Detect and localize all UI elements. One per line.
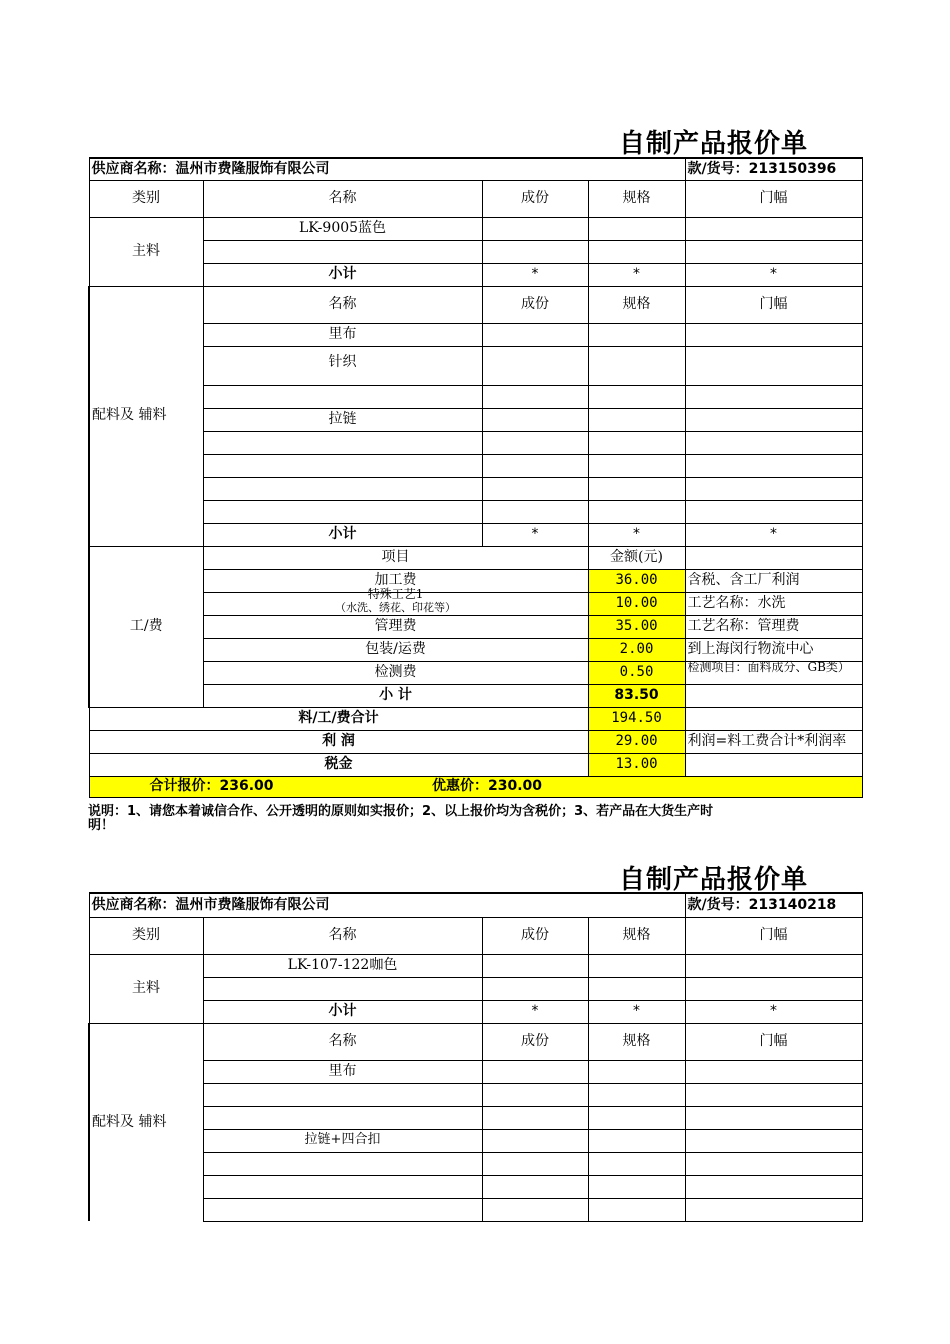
header-name-2[interactable]: 名称 [203, 917, 482, 954]
header-cost-2[interactable]: 成份 [482, 917, 588, 954]
labor-subtotal-label[interactable]: 小 计 [203, 684, 588, 707]
labor-item-4[interactable]: 包装/运费 [203, 638, 588, 661]
labor-subtotal[interactable]: 83.50 [588, 684, 685, 707]
acc-header-width-2[interactable]: 门幅 [685, 1023, 862, 1060]
labor-item-3[interactable]: 管理费 [203, 615, 588, 638]
acc2-item-2[interactable] [203, 1083, 482, 1106]
header-spec-2[interactable]: 规格 [588, 917, 685, 954]
acc-item-1[interactable]: 里布 [203, 323, 482, 346]
labor-amount-5[interactable]: 0.50 [588, 661, 685, 684]
acc-item-8[interactable] [203, 500, 482, 523]
header-cost[interactable]: 成份 [482, 180, 588, 217]
labor-amount-4[interactable]: 2.00 [588, 638, 685, 661]
acc-header-cost[interactable]: 成份 [482, 286, 588, 323]
header-width[interactable]: 门幅 [685, 180, 862, 217]
acc2-item-3[interactable] [203, 1106, 482, 1129]
quote-total[interactable]: 合计报价：236.00 [89, 776, 482, 797]
labor-item-2[interactable]: 特殊工艺1 （水洗、绣花、印花等） [203, 592, 588, 615]
main-item-2-2[interactable] [203, 977, 482, 1000]
acc-item-7[interactable] [203, 477, 482, 500]
total-label[interactable]: 料/工/费合计 [89, 707, 588, 730]
header-width-2[interactable]: 门幅 [685, 917, 862, 954]
discount-price[interactable]: 优惠价：230.00 [482, 776, 862, 797]
quote2-table: 供应商名称：温州市费隆服饰有限公司 款/货号：213140218 类别 名称 成份 规格 门幅 主料 LK-107-122咖色 小计 * * * 配料及 辅料 名称 成份 规格 门幅 里布 拉链+四合扣 [88, 892, 863, 1222]
supplier-cell[interactable]: 供应商名称：温州市费隆服饰有限公司 [89, 158, 588, 180]
labor-note-1[interactable]: 含税、含工厂利润 [685, 569, 862, 592]
acc-header-spec[interactable]: 规格 [588, 286, 685, 323]
header-name[interactable]: 名称 [203, 180, 482, 217]
header-spec[interactable]: 规格 [588, 180, 685, 217]
accessory-label[interactable]: 配料及 辅料 [89, 286, 203, 546]
acc2-item-5[interactable] [203, 1152, 482, 1175]
acc2-item-1[interactable]: 里布 [203, 1060, 482, 1083]
main-subtotal-2[interactable]: 小计 [203, 1000, 482, 1023]
acc-item-6[interactable] [203, 454, 482, 477]
quote2-title: 自制产品报价单 [619, 865, 809, 895]
acc-item-5[interactable] [203, 431, 482, 454]
labor-item-1[interactable]: 加工费 [203, 569, 588, 592]
acc-header-name-2[interactable]: 名称 [203, 1023, 482, 1060]
acc-header-cost-2[interactable]: 成份 [482, 1023, 588, 1060]
labor-note-3[interactable]: 工艺名称：管理费 [685, 615, 862, 638]
main-material-label[interactable]: 主料 [89, 217, 203, 286]
tax-label[interactable]: 税金 [89, 753, 588, 776]
acc-subtotal[interactable]: 小计 [203, 523, 482, 546]
profit-value[interactable]: 29.00 [588, 730, 685, 753]
labor-note-5[interactable]: 检测项目：面料成分、GB类） [685, 661, 862, 684]
main-item-2[interactable] [203, 240, 482, 263]
labor-item-5[interactable]: 检测费 [203, 661, 588, 684]
labor-amount-3[interactable]: 35.00 [588, 615, 685, 638]
acc-item-3[interactable] [203, 385, 482, 408]
quote1-note: 说明：1、请您本着诚信合作、公开透明的原则如实报价；2、以上报价均为含税价；3、若产品在大货生产时 明！ [88, 804, 714, 833]
labor-amount-2[interactable]: 10.00 [588, 592, 685, 615]
acc-header-spec-2[interactable]: 规格 [588, 1023, 685, 1060]
acc-header-name[interactable]: 名称 [203, 286, 482, 323]
acc2-item-6[interactable] [203, 1175, 482, 1198]
labor-header-amount[interactable]: 金额(元) [588, 546, 685, 569]
labor-label[interactable]: 工/费 [89, 546, 203, 707]
quote1-table: 供应商名称：温州市费隆服饰有限公司 款/货号：213150396 类别 名称 成份 规格 门幅 主料 LK-9005蓝色 小计 * * * 配料及 辅料 名称 成份 规格 门幅 里布 针织 拉链 小计 * * * 工/费 项目 金额(元) 加工费 36.00 含税、含工厂利润 特殊工艺1 （水洗、绣花、印花等） 10.00 工艺名称：水洗 管理费 35.00 工艺名称：管理费 包装/运费 2.00 到上海闵行物流中心 检测费 0.50 检测项目：面料成分、GB类） 小 计 83.50 料/工/费合计 194.50 利 润 29.00 利润=料工费合计*利润率 税金 13.00 合计报价：236.00 优惠价：230.00 [88, 157, 863, 798]
total-value[interactable]: 194.50 [588, 707, 685, 730]
style-no-cell-2[interactable]: 款/货号：213140218 [685, 893, 862, 917]
acc-item-4[interactable]: 拉链 [203, 408, 482, 431]
acc-item-2[interactable]: 针织 [203, 346, 482, 385]
labor-note-2[interactable]: 工艺名称：水洗 [685, 592, 862, 615]
accessory-label-2[interactable]: 配料及 辅料 [89, 1023, 203, 1221]
quote1-title: 自制产品报价单 [619, 129, 809, 159]
supplier-cell-2[interactable]: 供应商名称：温州市费隆服饰有限公司 [89, 893, 588, 917]
main-item-2-1[interactable]: LK-107-122咖色 [203, 954, 482, 977]
main-subtotal[interactable]: 小计 [203, 263, 482, 286]
tax-value[interactable]: 13.00 [588, 753, 685, 776]
acc2-item-4[interactable]: 拉链+四合扣 [203, 1129, 482, 1152]
main-material-label-2[interactable]: 主料 [89, 954, 203, 1023]
profit-label[interactable]: 利 润 [89, 730, 588, 753]
labor-header-item[interactable]: 项目 [203, 546, 588, 569]
acc-header-width[interactable]: 门幅 [685, 286, 862, 323]
main-item-1[interactable]: LK-9005蓝色 [203, 217, 482, 240]
header-category-2[interactable]: 类别 [89, 917, 203, 954]
header-category[interactable]: 类别 [89, 180, 203, 217]
labor-note-4[interactable]: 到上海闵行物流中心 [685, 638, 862, 661]
acc2-item-7[interactable] [203, 1198, 482, 1221]
profit-note[interactable]: 利润=料工费合计*利润率 [685, 730, 862, 753]
labor-amount-1[interactable]: 36.00 [588, 569, 685, 592]
style-no-cell[interactable]: 款/货号：213150396 [685, 158, 862, 180]
